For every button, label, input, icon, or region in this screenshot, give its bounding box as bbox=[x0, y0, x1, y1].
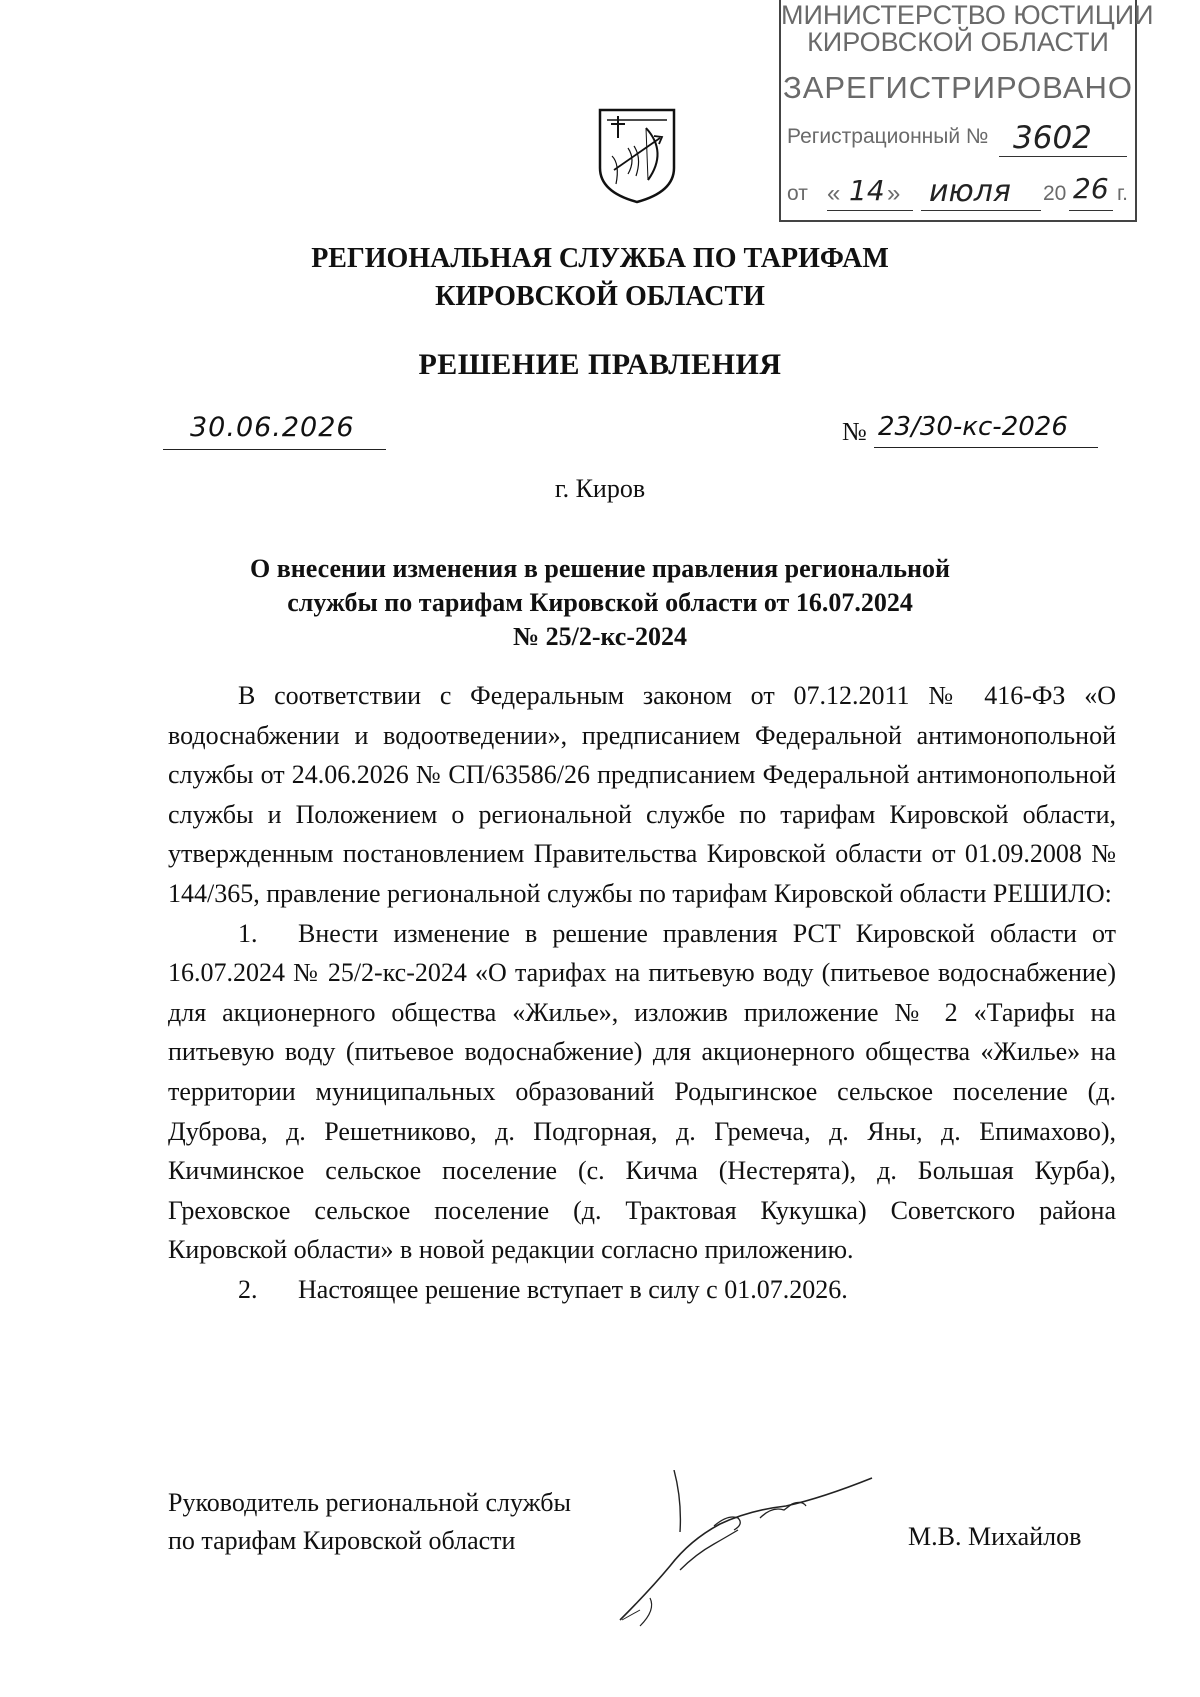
stamp-reg-underline bbox=[999, 156, 1127, 157]
item-2-number: 2. bbox=[238, 1274, 258, 1304]
stamp-line-registered: ЗАРЕГИСТРИРОВАНО bbox=[782, 70, 1133, 105]
subject-line-3: № 25/2-кс-2024 bbox=[512, 622, 688, 651]
stamp-year-century: 20 bbox=[1043, 182, 1067, 205]
document-subject bbox=[0, 552, 1200, 654]
signer-position-line-1: Руководитель региональной службы bbox=[168, 1488, 571, 1517]
item-2-text: Настоящее решение вступает в силу с 01.07.2026. bbox=[298, 1274, 848, 1304]
stamp-year-suffix: г. bbox=[1117, 182, 1128, 205]
stamp-reg-label: Регистрационный № bbox=[787, 125, 989, 148]
organization-name bbox=[0, 240, 1200, 316]
organization-line-2: КИРОВСКОЙ ОБЛАСТИ bbox=[435, 281, 765, 312]
date-underline bbox=[163, 449, 386, 450]
stamp-quote-open: « bbox=[827, 180, 841, 207]
stamp-day: 14 bbox=[849, 174, 885, 207]
document-body bbox=[168, 676, 1116, 1310]
subject-line-2: службы по тарифам Кировской области от 16.07.2024 bbox=[287, 588, 913, 617]
stamp-line-ministry: МИНИСТЕРСТВО ЮСТИЦИИ bbox=[781, 0, 1154, 30]
number-sign: № bbox=[842, 417, 867, 446]
stamp-month-underline bbox=[921, 210, 1041, 211]
subject-line-1: О внесении изменения в решение правления региональной bbox=[250, 554, 950, 583]
stamp-month: июля bbox=[929, 174, 1011, 209]
document-date: 30.06.2026 bbox=[190, 412, 355, 443]
number-underline bbox=[874, 447, 1098, 448]
stamp-day-underline bbox=[827, 210, 913, 211]
handwritten-signature bbox=[610, 1470, 920, 1640]
organization-line-1: РЕГИОНАЛЬНАЯ СЛУЖБА ПО ТАРИФАМ bbox=[311, 243, 889, 274]
item-2-paragraph bbox=[168, 1270, 1116, 1310]
preamble-paragraph: В соответствии с Федеральным законом от 07.12.2011 № 416-ФЗ «О водоснабжении и водоотведении», предписанием Федеральной антимонопольной службы от 24.06.2026 № СП/63586/26 предписанием Федеральной антимонопольной службы и Положением о региональной службе по тарифам Кировской области, утвержденным постановлением Правительства Кировской области от 01.09.2008 № 144/365, правление региональной службы по тарифам Кировской области РЕШИЛО: bbox=[168, 681, 1116, 908]
stamp-quote-close: » bbox=[887, 180, 901, 207]
item-1-paragraph bbox=[168, 914, 1116, 1270]
signer-name: М.В. Михайлов bbox=[908, 1522, 1082, 1551]
stamp-year-short: 26 bbox=[1073, 172, 1109, 205]
signer-position-line-2: по тарифам Кировской области bbox=[168, 1526, 516, 1555]
item-1-text: Внести изменение в решение правления РСТ Кировской области от 16.07.2024 № 25/2-кс-2024 «О тарифах на питьевую воду (питьевое водоснабжение) для акционерного общества «Жилье», изложив приложение № 2 «Тарифы на питьевую воду (питьевое водоснабжение) для акционерного общества «Жилье» на территории муниципальных образований Родыгинское сельское поселение (д. Дуброва, д. Решетниково, д. Подгорная, д. Гремеча, д. Яны, д. Епимахово), Кичминское сельское поселение (с. Кичма (Нестерята), д. Большая Курба), Греховское сельское поселение (д. Трактовая Кукушка) Советского района Кировской области» в новой редакции согласно приложению. bbox=[168, 918, 1116, 1265]
stamp-reg-number: 3602 bbox=[1013, 120, 1092, 156]
document-title: РЕШЕНИЕ ПРАВЛЕНИЯ bbox=[418, 348, 782, 381]
city: г. Киров bbox=[554, 474, 646, 503]
coat-of-arms-icon bbox=[598, 108, 676, 204]
document-number: 23/30-кс-2026 bbox=[878, 412, 1068, 442]
registration-stamp bbox=[779, 0, 1154, 222]
item-1-number: 1. bbox=[238, 918, 258, 948]
stamp-date-prefix: от bbox=[787, 182, 808, 205]
stamp-line-region: КИРОВСКОЙ ОБЛАСТИ bbox=[807, 27, 1109, 57]
signer-position bbox=[168, 1484, 571, 1560]
stamp-year-underline bbox=[1069, 210, 1113, 211]
